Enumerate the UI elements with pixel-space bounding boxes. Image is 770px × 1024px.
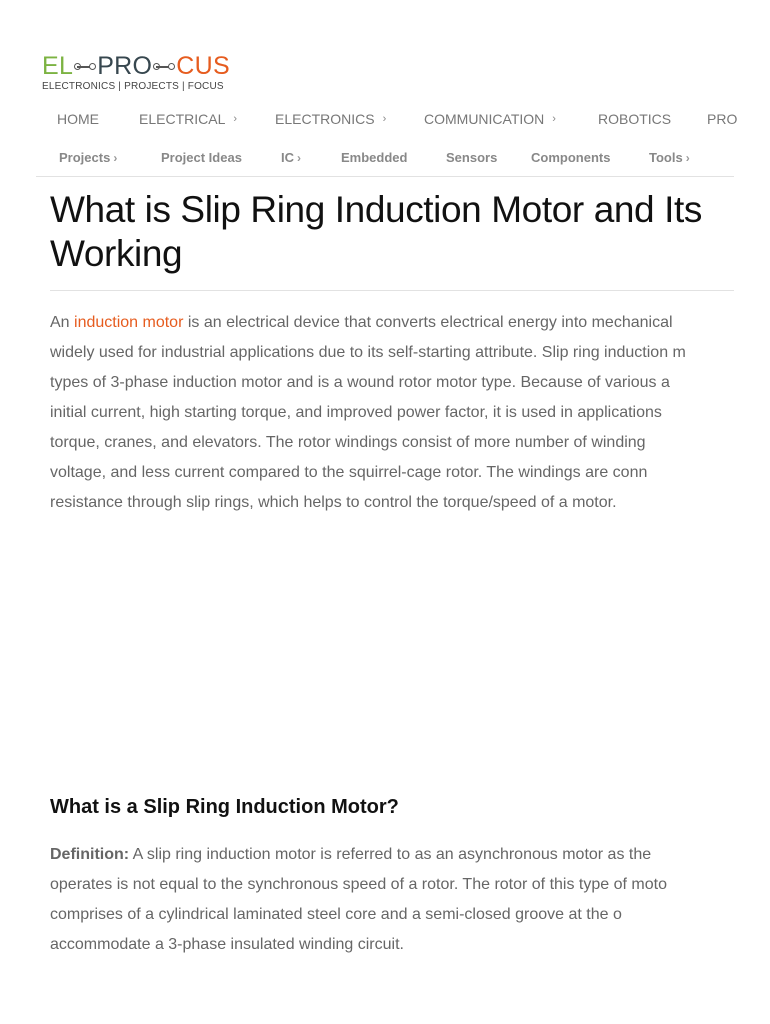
paragraph-line: initial current, high starting torque, and improved power factor, it is used in applications xyxy=(50,404,662,421)
definition-label: Definition: xyxy=(50,846,130,863)
definition-paragraph xyxy=(50,840,770,960)
paragraph-line: resistance through slip rings, which helps to control the torque/speed of a motor. xyxy=(50,494,617,511)
sub-nav-item-embedded[interactable] xyxy=(341,146,407,170)
logo-tagline: ELECTRONICS | PROJECTS | FOCUS xyxy=(42,81,224,92)
main-nav-item-pro[interactable] xyxy=(707,106,737,132)
logo-connector-icon xyxy=(153,62,175,72)
sub-nav-label: Components xyxy=(531,150,611,165)
sub-nav-item-ic[interactable] xyxy=(281,146,301,170)
paragraph-text: An xyxy=(50,314,75,331)
paragraph-text: is an electrical device that converts electrical energy into mechanical xyxy=(183,314,673,331)
chevron-right-icon: › xyxy=(685,151,690,165)
article-title-line: What is Slip Ring Induction Motor and Its xyxy=(50,189,702,230)
paragraph-line: operates is not equal to the synchronous speed of a rotor. The rotor of this type of moto xyxy=(50,876,667,893)
paragraph-line: voltage, and less current compared to the squirrel-cage rotor. The windings are conn xyxy=(50,464,648,481)
logo-part-cus: CUS xyxy=(176,52,230,80)
ad-placeholder xyxy=(50,524,734,784)
logo-part-el: EL xyxy=(42,52,74,80)
sub-nav-item-tools[interactable] xyxy=(649,146,690,170)
intro-paragraph xyxy=(50,308,770,518)
main-nav-item-robotics[interactable] xyxy=(598,106,671,132)
nav-divider xyxy=(36,176,734,177)
main-nav-label: HOME xyxy=(57,111,99,127)
sub-nav-label: Embedded xyxy=(341,150,408,165)
main-nav xyxy=(40,106,738,134)
article xyxy=(50,184,734,1024)
sub-nav-item-project-ideas[interactable] xyxy=(161,146,242,170)
paragraph-line: accommodate a 3-phase insulated winding circuit. xyxy=(50,936,404,953)
main-nav-label: PRO xyxy=(707,111,738,127)
title-divider xyxy=(50,290,734,291)
paragraph-line: torque, cranes, and elevators. The rotor windings consist of more number of winding xyxy=(50,434,646,451)
logo-connector-icon xyxy=(74,62,96,72)
sub-nav-label: IC xyxy=(281,150,294,165)
paragraph-line: types of 3-phase induction motor and is a wound rotor motor type. Because of various a xyxy=(50,374,670,391)
paragraph-line: widely used for industrial applications due to its self-starting attribute. Slip ring induction m xyxy=(50,344,686,361)
chevron-right-icon: › xyxy=(552,113,556,125)
article-title xyxy=(50,184,734,276)
chevron-right-icon: › xyxy=(297,151,301,165)
main-nav-label: ROBOTICS xyxy=(598,111,672,127)
paragraph-line xyxy=(50,840,770,870)
sub-nav xyxy=(40,146,734,170)
logo-wordmark xyxy=(42,52,230,80)
chevron-right-icon: › xyxy=(233,113,238,125)
sub-nav-label: Sensors xyxy=(446,150,498,165)
sub-nav-label: Project Ideas xyxy=(161,150,242,165)
main-nav-label: ELECTRICAL xyxy=(139,111,226,127)
main-nav-item-electrical[interactable] xyxy=(139,106,237,134)
chevron-right-icon: › xyxy=(113,151,118,165)
main-nav-label: COMMUNICATION xyxy=(424,111,545,127)
main-nav-item-communication[interactable] xyxy=(424,106,556,134)
paragraph-text: A slip ring induction motor is referred to as an asynchronous motor as the xyxy=(129,846,652,863)
paragraph-line: comprises of a cylindrical laminated steel core and a semi-closed groove at the o xyxy=(50,906,622,923)
main-nav-item-electronics[interactable] xyxy=(275,106,386,134)
sub-nav-label: Projects xyxy=(59,150,111,165)
article-title-line: Working xyxy=(50,233,183,274)
section-heading: What is a Slip Ring Induction Motor? xyxy=(50,796,399,818)
site-logo[interactable] xyxy=(42,52,230,92)
logo-part-pro: PRO xyxy=(97,52,153,80)
paragraph-line xyxy=(50,308,770,338)
sub-nav-label: Tools xyxy=(649,150,683,165)
sub-nav-item-projects[interactable] xyxy=(59,146,117,170)
main-nav-label: ELECTRONICS xyxy=(275,111,375,127)
sub-nav-item-sensors[interactable] xyxy=(446,146,497,170)
main-nav-item-home[interactable] xyxy=(57,106,99,132)
sub-nav-item-components[interactable] xyxy=(531,146,610,170)
chevron-right-icon: › xyxy=(382,113,387,125)
induction-motor-link[interactable]: induction motor xyxy=(74,314,184,331)
